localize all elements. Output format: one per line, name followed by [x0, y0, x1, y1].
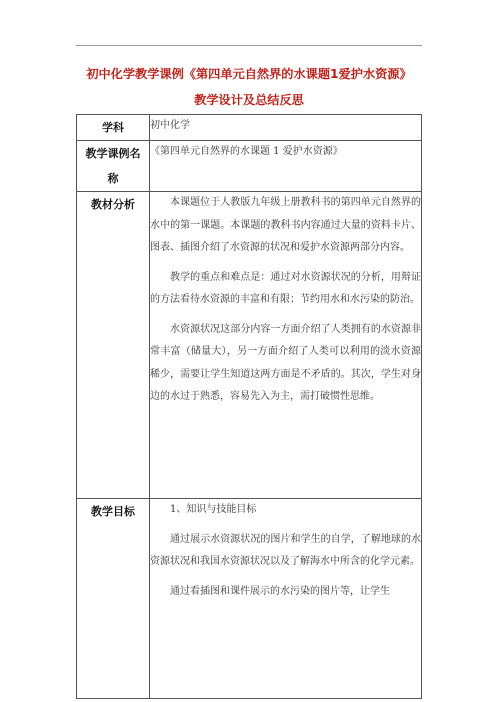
- table-row-lesson-name: [77, 141, 422, 192]
- label-teaching-goals: 教学目标: [77, 499, 150, 699]
- value-teaching-goals: [150, 499, 422, 699]
- value-subject: [150, 115, 422, 141]
- teaching-goals-paragraph: 通过展示水资源状况的图片和学生的自学，了解地球的水资源状况和我国水资源状况以及了解海水中所含的化学元素。: [150, 533, 421, 567]
- label-lesson-name-line1: 教学课例名: [85, 147, 141, 160]
- material-analysis-paragraph: 教学的重点和难点是：通过对水资源状况的分析，用辩证的方法看待水资源的丰富和有限；节约用水和水污染的防治。: [150, 271, 421, 305]
- label-subject: 学科: [77, 115, 150, 141]
- table-row-teaching-goals: [77, 499, 422, 699]
- lesson-design-table: [76, 114, 422, 699]
- table-row-subject: [77, 115, 422, 141]
- material-analysis-paragraph: 本课题位于人教版九年级上册教科书的第四单元自然界的水中的第一课题。本课题的教科书内容通过大量的资料卡片、图表、插图介绍了水资源的状况和爱护水资源两部分内容。: [150, 197, 421, 253]
- document-title-line2: 教学设计及总结反思: [194, 93, 304, 107]
- label-lesson-name-line2: 称: [107, 172, 119, 185]
- document-title-line1: 初中化学教学课例《第四单元自然界的水课题1爱护水资源》: [86, 67, 412, 81]
- table-row-material-analysis: [77, 192, 422, 499]
- teaching-goals-heading: 1、知识与技能目标: [170, 504, 257, 515]
- material-analysis-paragraph: 水资源状况这部分内容一方面介绍了人类拥有的水资源非常丰富（储量大），另一方面介绍了人类可以利用的淡水资源稀少，需要让学生知道这两方面是不矛盾的。其次，学生对身边的水过于熟悉，容易先入为主，需打破惯性思维。: [150, 323, 421, 402]
- teaching-goals-paragraph: 通过看插图和课件展示的水污染的图片等，让学生: [170, 585, 390, 597]
- header-rule: [76, 45, 422, 46]
- value-lesson-name: [150, 141, 422, 192]
- label-lesson-name: [77, 141, 150, 192]
- value-material-analysis: [150, 192, 422, 499]
- lesson-name-text: 《第四单元自然界的水课题 1 爱护水资源》: [150, 146, 343, 157]
- subject-text: 初中化学: [150, 120, 190, 131]
- label-material-analysis: 教材分析: [77, 192, 150, 499]
